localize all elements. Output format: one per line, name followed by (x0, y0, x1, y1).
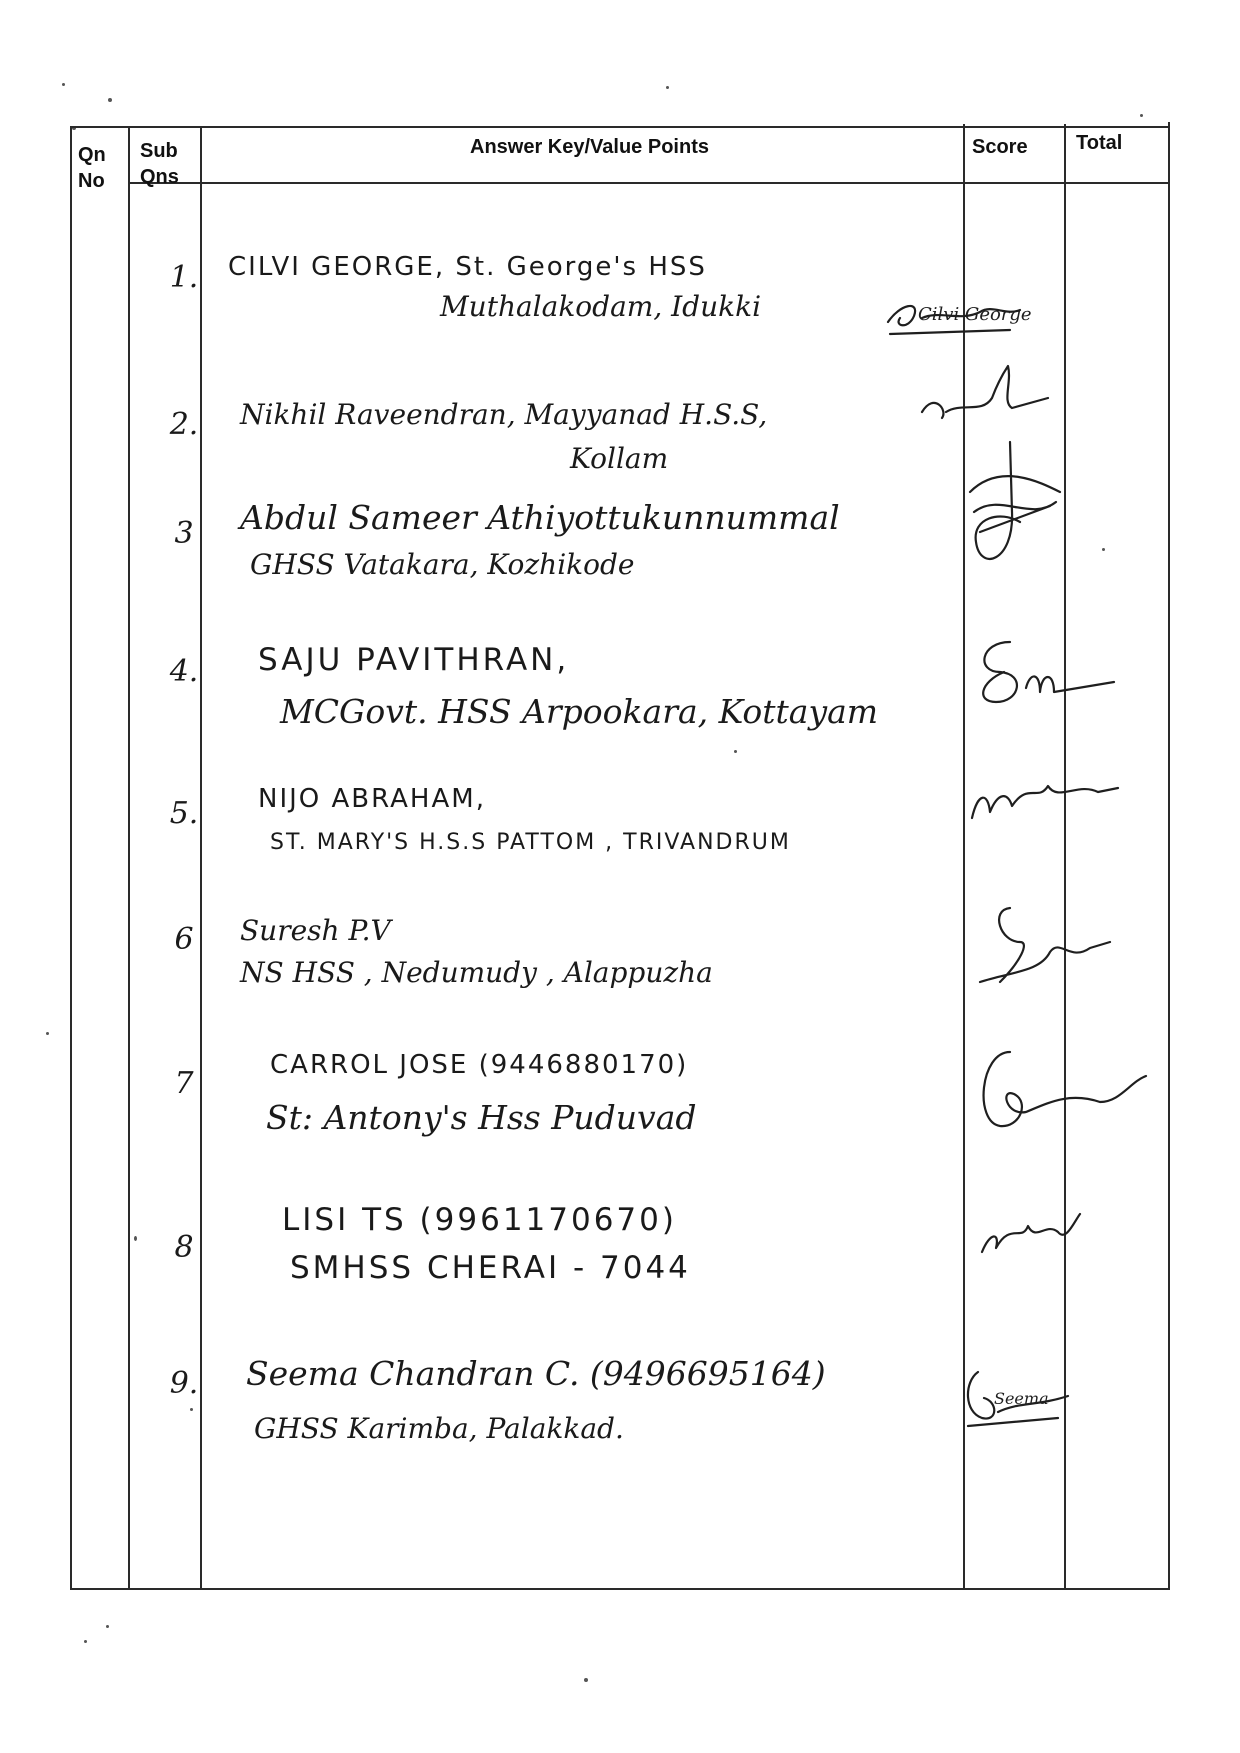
entry-name: NIJO ABRAHAM, (258, 784, 486, 814)
entry-school: GHSS Vatakara, Kozhikode (250, 548, 635, 581)
table-border-left (70, 126, 72, 1590)
signature-8 (976, 1202, 1086, 1262)
entry-name: CARROL JOSE (9446880170) (270, 1050, 689, 1080)
scan-artifact (666, 86, 669, 89)
entry-name: Suresh P.V (240, 914, 391, 947)
scan-artifact (106, 1625, 109, 1628)
entry-name: CILVI GEORGE, St. George's HSS (228, 252, 707, 282)
scan-artifact (584, 1678, 588, 1682)
entry-school: MCGovt. HSS Arpookara, Kottayam (280, 692, 879, 731)
entry-name: LISI TS (9961170670) (282, 1202, 677, 1238)
entry-school: Kollam (570, 442, 669, 475)
signature-6 (970, 902, 1120, 992)
entry-number: 1. (169, 260, 199, 295)
entry-number: 7 (174, 1066, 194, 1101)
signature-3 (960, 422, 1070, 582)
entry-school: NS HSS , Nedumudy , Alappuzha (240, 956, 713, 989)
column-divider (128, 126, 130, 1590)
entry-school: SMHSS CHERAI - 7044 (290, 1250, 691, 1286)
answer-key-table (70, 122, 1170, 1590)
entry-number: 9. (169, 1366, 199, 1401)
table-border-right (1168, 122, 1170, 1590)
entry-name: Nikhil Raveendran, Mayyanad H.S.S, (240, 398, 768, 431)
scan-artifact (46, 1032, 49, 1035)
header-total: Total (1076, 132, 1123, 154)
header-qn-no: Qn No (78, 144, 106, 192)
entry-number: 4. (169, 654, 199, 689)
svg-text:Seema: Seema (994, 1389, 1049, 1408)
header-divider (130, 182, 1170, 184)
signature-7 (970, 1042, 1150, 1142)
signature-5 (968, 772, 1128, 822)
entry-number: 6 (174, 922, 194, 957)
table-border-bottom (70, 1588, 1170, 1590)
entry-number: 3 (174, 516, 194, 551)
header-answer-key: Answer Key/Value Points (470, 136, 709, 158)
entry-school: GHSS Karimba, Palakkad. (254, 1412, 624, 1445)
svg-text:Cilvi George: Cilvi George (918, 304, 1032, 325)
entry-number: 2. (169, 407, 199, 442)
scan-artifact (84, 1640, 87, 1643)
entry-school: Muthalakodam, Idukki (440, 290, 762, 323)
signature-9 (958, 1362, 1088, 1432)
entry-name: Seema Chandran C. (9496695164) (246, 1354, 826, 1393)
entry-school: ST. MARY'S H.S.S PATTOM , TRIVANDRUM (270, 830, 791, 855)
entry-name: Abdul Sameer Athiyottukunnummal (240, 498, 840, 537)
entry-number: 8 (174, 1230, 194, 1265)
signature-4 (970, 632, 1120, 712)
scan-artifact (108, 98, 112, 102)
entry-name: SAJU PAVITHRAN, (258, 642, 570, 678)
signature-1 (880, 282, 1030, 342)
scan-artifact (1140, 114, 1143, 117)
header-score: Score (972, 136, 1028, 158)
scan-artifact (62, 83, 65, 86)
entry-number: 5. (169, 796, 199, 831)
entry-school: St: Antony's Hss Puduvad (266, 1098, 697, 1137)
table-border-top (70, 126, 1170, 128)
header-sub-qns: Sub Qns (140, 140, 179, 188)
